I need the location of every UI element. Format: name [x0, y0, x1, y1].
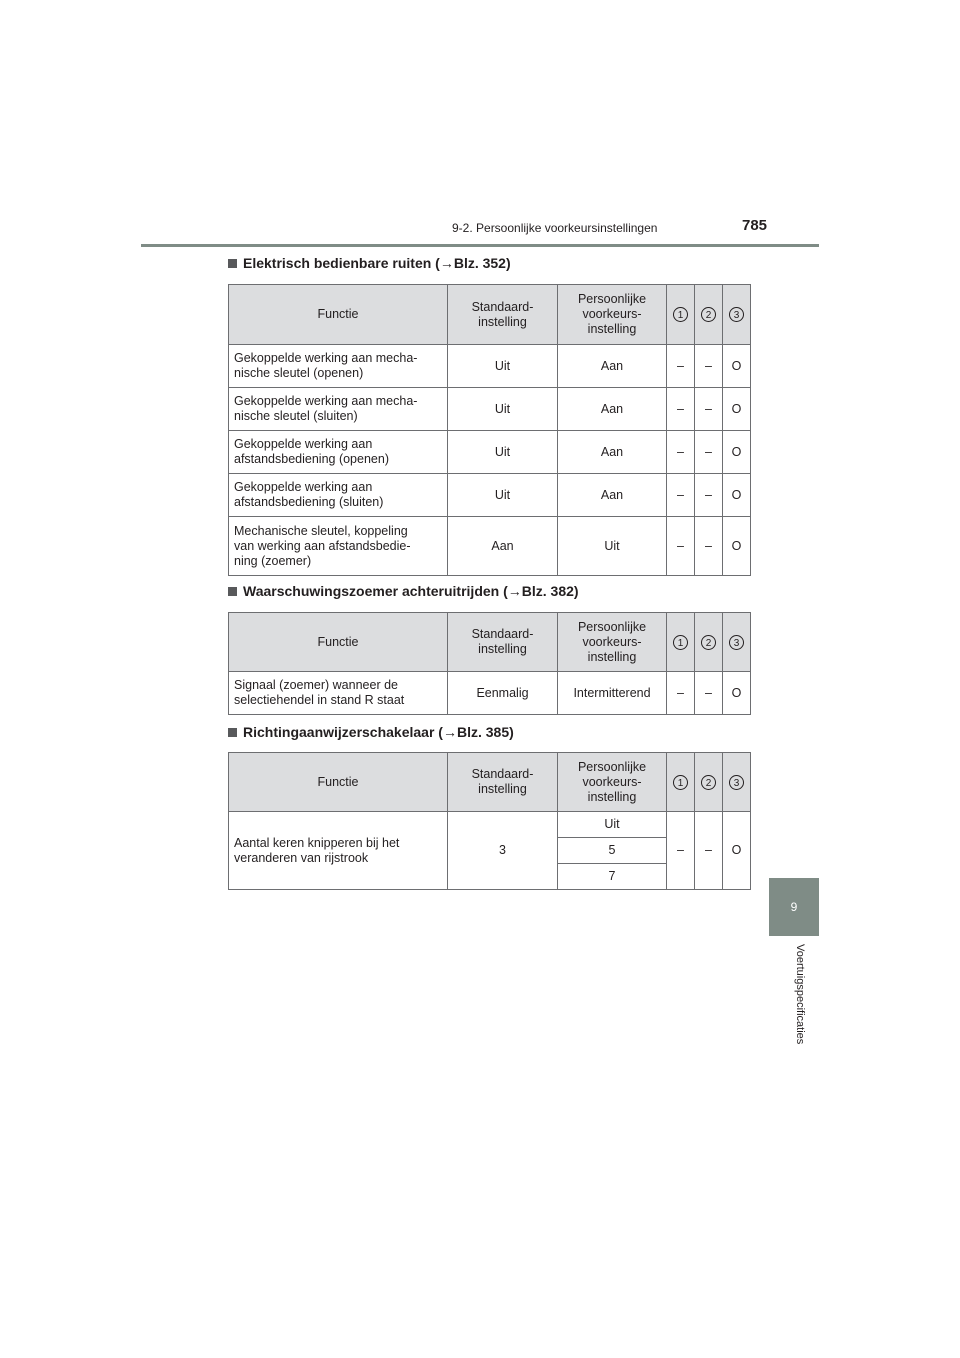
- cell-standaard: Eenmalig: [448, 672, 558, 715]
- cell-functie: Gekoppelde werking aan mecha- nische sleutel (openen): [229, 345, 448, 388]
- cell-functie: Gekoppelde werking aan afstandsbediening (openen): [229, 431, 448, 474]
- section-heading-text: Richtingaanwijzerschakelaar (→Blz. 385): [243, 724, 514, 740]
- cell-c3: O: [723, 672, 751, 715]
- cell-standaard: Uit: [448, 345, 558, 388]
- cell-c1: –: [667, 388, 695, 431]
- cell-standaard: 3: [448, 812, 558, 890]
- table-header-row: [229, 613, 751, 672]
- cell-c2: –: [695, 345, 723, 388]
- table-header-row: [229, 753, 751, 812]
- table-header-row: [229, 285, 751, 345]
- cell-persoonlijk: Aan: [558, 388, 667, 431]
- cell-c2: –: [695, 517, 723, 576]
- cell-standaard: Uit: [448, 388, 558, 431]
- chapter-number: 9: [790, 900, 798, 914]
- cell-functie: Gekoppelde werking aan afstandsbediening (sluiten): [229, 474, 448, 517]
- cell-c3: O: [723, 431, 751, 474]
- table-row: [229, 812, 751, 838]
- column-header-functie: Functie: [229, 613, 448, 672]
- cell-standaard: Aan: [448, 517, 558, 576]
- circled-1-icon: 1: [673, 307, 688, 322]
- settings-table: [228, 284, 751, 576]
- square-bullet-icon: [228, 587, 237, 596]
- cell-functie: Mechanische sleutel, koppeling van werking aan afstandsbedie- ning (zoemer): [229, 517, 448, 576]
- cell-persoonlijk-option: 5: [558, 838, 667, 864]
- square-bullet-icon: [228, 259, 237, 268]
- table-row: [229, 345, 751, 388]
- cell-c3: O: [723, 474, 751, 517]
- cell-persoonlijk-option: Uit: [558, 812, 667, 838]
- table-row: [229, 517, 751, 576]
- cell-c1: –: [667, 431, 695, 474]
- settings-table: [228, 612, 751, 715]
- cell-c3: O: [723, 812, 751, 890]
- table-row: [229, 672, 751, 715]
- section-heading: [228, 724, 514, 740]
- section-heading-text: Waarschuwingszoemer achteruitrijden (→Blz. 382): [243, 583, 579, 599]
- column-header-standaard: Standaard- instelling: [448, 753, 558, 812]
- column-header-functie: Functie: [229, 753, 448, 812]
- circled-3-icon: 3: [729, 775, 744, 790]
- header-rule: [141, 244, 819, 247]
- column-header-standaard: Standaard- instelling: [448, 285, 558, 345]
- table-row: [229, 474, 751, 517]
- cell-c2: –: [695, 431, 723, 474]
- cell-c1: –: [667, 672, 695, 715]
- circled-1-icon: 1: [673, 775, 688, 790]
- circled-2-icon: 2: [701, 775, 716, 790]
- cell-c3: O: [723, 517, 751, 576]
- cell-persoonlijk: Aan: [558, 474, 667, 517]
- cell-standaard: Uit: [448, 431, 558, 474]
- circled-3-icon: 3: [729, 635, 744, 650]
- column-header-persoonlijk: Persoonlijke voorkeurs- instelling: [558, 285, 667, 345]
- chapter-label: Voertuigspecificaties: [794, 944, 806, 1045]
- column-header-standaard: Standaard- instelling: [448, 613, 558, 672]
- cell-persoonlijk: Uit: [558, 517, 667, 576]
- section-heading: [228, 255, 511, 271]
- page-header-section: 9-2. Persoonlijke voorkeursinstellingen: [452, 221, 658, 235]
- square-bullet-icon: [228, 728, 237, 737]
- cell-persoonlijk: Intermitterend: [558, 672, 667, 715]
- cell-c2: –: [695, 672, 723, 715]
- cell-c2: –: [695, 388, 723, 431]
- cell-persoonlijk: Aan: [558, 345, 667, 388]
- cell-c2: –: [695, 812, 723, 890]
- circled-2-icon: 2: [701, 307, 716, 322]
- circled-1-icon: 1: [673, 635, 688, 650]
- page-number: 785: [742, 217, 768, 234]
- cell-c3: O: [723, 388, 751, 431]
- table-row: [229, 431, 751, 474]
- circled-3-icon: 3: [729, 307, 744, 322]
- settings-table: [228, 752, 751, 890]
- cell-c1: –: [667, 517, 695, 576]
- cell-functie: Signaal (zoemer) wanneer de selectiehendel in stand R staat: [229, 672, 448, 715]
- cell-c1: –: [667, 474, 695, 517]
- column-header-functie: Functie: [229, 285, 448, 345]
- circled-2-icon: 2: [701, 635, 716, 650]
- column-header-persoonlijk: Persoonlijke voorkeurs- instelling: [558, 613, 667, 672]
- chapter-tab: [769, 878, 819, 936]
- cell-persoonlijk: Aan: [558, 431, 667, 474]
- cell-c1: –: [667, 345, 695, 388]
- cell-functie: Aantal keren knipperen bij het veranderen van rijstrook: [229, 812, 448, 890]
- cell-c3: O: [723, 345, 751, 388]
- cell-functie: Gekoppelde werking aan mecha- nische sleutel (sluiten): [229, 388, 448, 431]
- table-row: [229, 388, 751, 431]
- cell-persoonlijk-option: 7: [558, 864, 667, 890]
- section-heading-text: Elektrisch bedienbare ruiten (→Blz. 352): [243, 255, 511, 271]
- cell-standaard: Uit: [448, 474, 558, 517]
- column-header-persoonlijk: Persoonlijke voorkeurs- instelling: [558, 753, 667, 812]
- cell-c1: –: [667, 812, 695, 890]
- section-heading: [228, 583, 579, 599]
- cell-c2: –: [695, 474, 723, 517]
